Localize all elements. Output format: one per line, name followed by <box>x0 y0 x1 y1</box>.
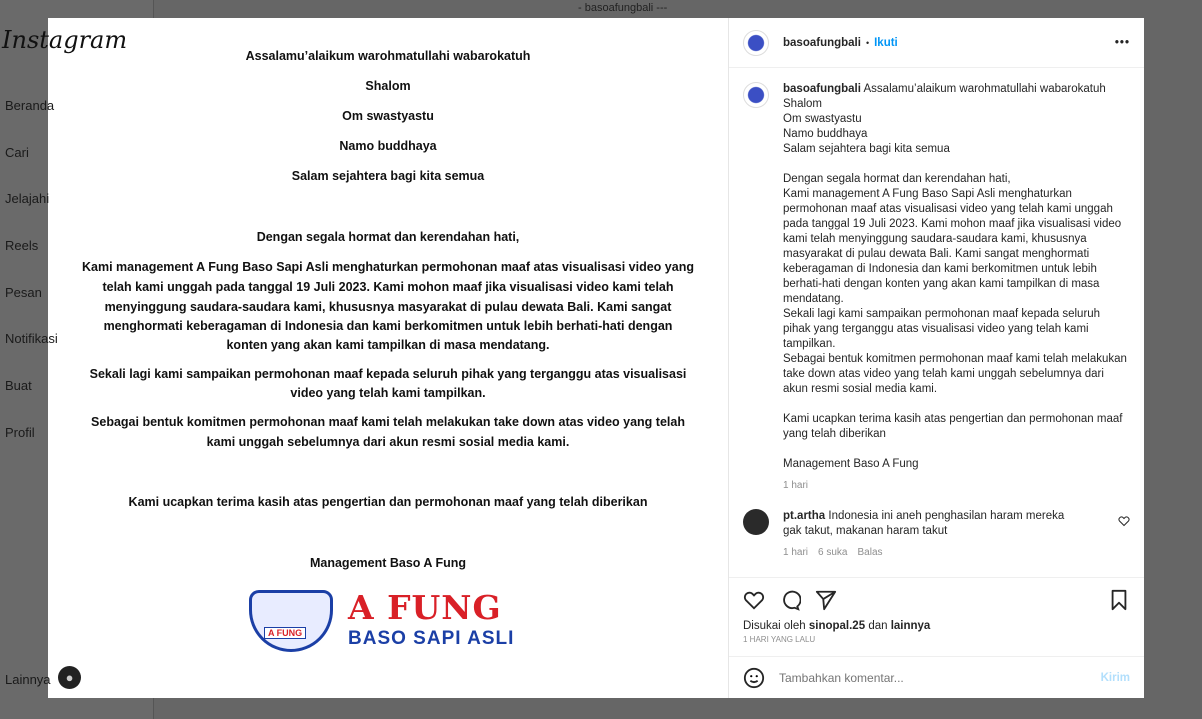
post-header <box>729 18 1144 68</box>
image-line: Kami management A Fung Baso Sapi Asli menghaturkan permohonan maaf atas visualisasi video yang <box>82 260 694 274</box>
image-line: menyinggung saudara-saudara kami, khususnya masyarakat di pulau dewata Bali. Kami sangat <box>104 300 672 314</box>
likes-summary <box>743 620 1130 632</box>
image-line: Dengan segala hormat dan kerendahan hati, <box>256 230 520 244</box>
nav-profile[interactable]: Profil <box>5 425 35 440</box>
image-line: Om swastyastu <box>342 109 434 123</box>
nav-more[interactable]: Lainnya <box>5 672 51 687</box>
post-actions <box>729 577 1144 644</box>
comment-item <box>743 509 1130 558</box>
post-image <box>48 18 728 698</box>
separator-dot: • <box>865 37 870 48</box>
comment-icon[interactable] <box>779 589 801 611</box>
share-icon[interactable] <box>815 589 837 611</box>
brand-subtitle: BASO SAPI ASLI <box>348 628 515 649</box>
image-line: Sebagai bentuk komitmen permohonan maaf kami telah melakukan take down atas video yang telah <box>91 415 685 429</box>
emoji-icon[interactable] <box>743 667 765 689</box>
image-line: Namo buddhaya <box>339 139 437 153</box>
more-options-icon[interactable]: ••• <box>1114 36 1130 49</box>
author-avatar[interactable] <box>743 30 769 56</box>
likes-prefix: Disukai oleh <box>743 620 806 632</box>
nav-reels[interactable]: Reels <box>5 238 39 253</box>
likes-and: dan <box>868 620 888 632</box>
caption-username[interactable]: basoafungbali <box>783 83 861 95</box>
caption <box>743 82 1130 491</box>
image-line: video yang telah kami tampilkan. <box>290 386 486 400</box>
post-comment-button[interactable]: Kirim <box>1100 671 1130 684</box>
likes-others-link[interactable]: lainnya <box>890 620 931 632</box>
post-panel <box>728 18 1144 698</box>
nav-search[interactable]: Cari <box>5 145 29 160</box>
caption-body <box>783 82 1130 472</box>
like-heart-icon[interactable] <box>743 589 765 611</box>
nav-create[interactable]: Buat <box>5 378 32 393</box>
nav-home[interactable]: Beranda <box>5 98 55 113</box>
commenter-avatar[interactable] <box>743 509 769 535</box>
comment-text: Indonesia ini aneh penghasilan haram mereka gak takut, makanan haram takut <box>783 510 1068 537</box>
background-caption: - basoafungbali --- <box>578 2 668 14</box>
image-line: Salam sejahtera bagi kita semua <box>291 169 485 183</box>
image-line: Sekali lagi kami sampaikan permohonan maaf kepada seluruh pihak yang terganggu atas visualisasi <box>89 367 687 381</box>
liker-username[interactable]: sinopal.25 <box>808 620 866 632</box>
brand-bowl-logo <box>249 590 333 652</box>
comment-heart-icon[interactable] <box>1118 515 1130 527</box>
image-line: Kami ucapkan terima kasih atas pengertian dan permohonan maaf yang telah diberikan <box>128 495 648 509</box>
profile-avatar-icon[interactable]: ● <box>58 666 81 689</box>
bowl-label: A FUNG <box>264 627 306 639</box>
caption-text: Assalamu’alaikum warohmatullahi wabarokatuh Shalom Om swastyastu Namo buddhaya Salam sejahtera bagi kita semua Dengan segala hormat dan kerendahan hati, Kami management A Fung Baso Sapi Asli menghaturkan permohonan maaf atas visualisasi video yang telah kami unggah pada tanggal 19 Juli 2023. Kami mohon maaf jika visualisasi video kami telah menyinggung saudara-saudara kami, khususnya masyarakat di pulau dewata Bali. Kami sangat menghormati keberagaman di Indonesia dan kami berkomitmen untuk lebih berhati-hati dengan konten yang akan kami tampilkan di masa mendatang. Sekali lagi kami sampaikan permohonan maaf kepada seluruh pihak yang terganggu atas visualisasi video yang telah kami tampilkan. Sebagai bentuk komitmen permohonan maaf kami telah melakukan take down atas video yang telah kami unggah sebelumnya dari akun resmi sosial media kami. Kami ucapkan terima kasih atas pengertian dan permohonan maaf yang telah diberikan Management Baso A Fung <box>783 83 1127 470</box>
save-bookmark-icon[interactable] <box>1108 589 1130 611</box>
nav-notifications[interactable]: Notifikasi <box>5 331 58 346</box>
image-line: Management Baso A Fung <box>309 556 467 570</box>
image-line: Shalom <box>365 79 411 93</box>
image-line: Assalamu’alaikum warohmatullahi wabarokatuh <box>245 49 531 63</box>
commenter-username[interactable]: pt.artha <box>783 510 826 522</box>
comment-input[interactable] <box>779 671 1087 685</box>
nav-explore[interactable]: Jelajahi <box>5 191 50 206</box>
author-username[interactable]: basoafungbali <box>783 36 861 49</box>
comment-time[interactable]: 1 hari <box>783 547 809 558</box>
comments-section[interactable] <box>729 68 1144 577</box>
post-modal <box>48 18 1144 698</box>
brand-name: A FUNG <box>348 588 502 627</box>
add-comment-bar <box>729 656 1144 698</box>
caption-avatar[interactable] <box>743 82 769 108</box>
image-line: konten yang akan kami tampilkan di masa mendatang. <box>226 338 550 352</box>
image-line: telah kami unggah pada tanggal 19 Juli 2023. Kami mohon maaf jika visualisasi video kami telah <box>102 280 674 294</box>
comment-likes[interactable]: 6 suka <box>818 547 848 558</box>
nav-messages[interactable]: Pesan <box>5 285 42 300</box>
follow-button[interactable]: Ikuti <box>874 36 898 49</box>
image-line: kami unggah sebelumnya dari akun resmi sosial media kami. <box>206 435 570 449</box>
instagram-logo[interactable]: Instagram <box>2 26 128 54</box>
caption-time[interactable]: 1 hari <box>783 480 809 491</box>
post-date[interactable]: 1 HARI YANG LALU <box>743 635 816 644</box>
image-line: menghormati keberagaman di Indonesia dan kami berkomitmen untuk lebih berhati-hati dengan <box>103 319 673 333</box>
reply-button[interactable]: Balas <box>857 547 883 558</box>
